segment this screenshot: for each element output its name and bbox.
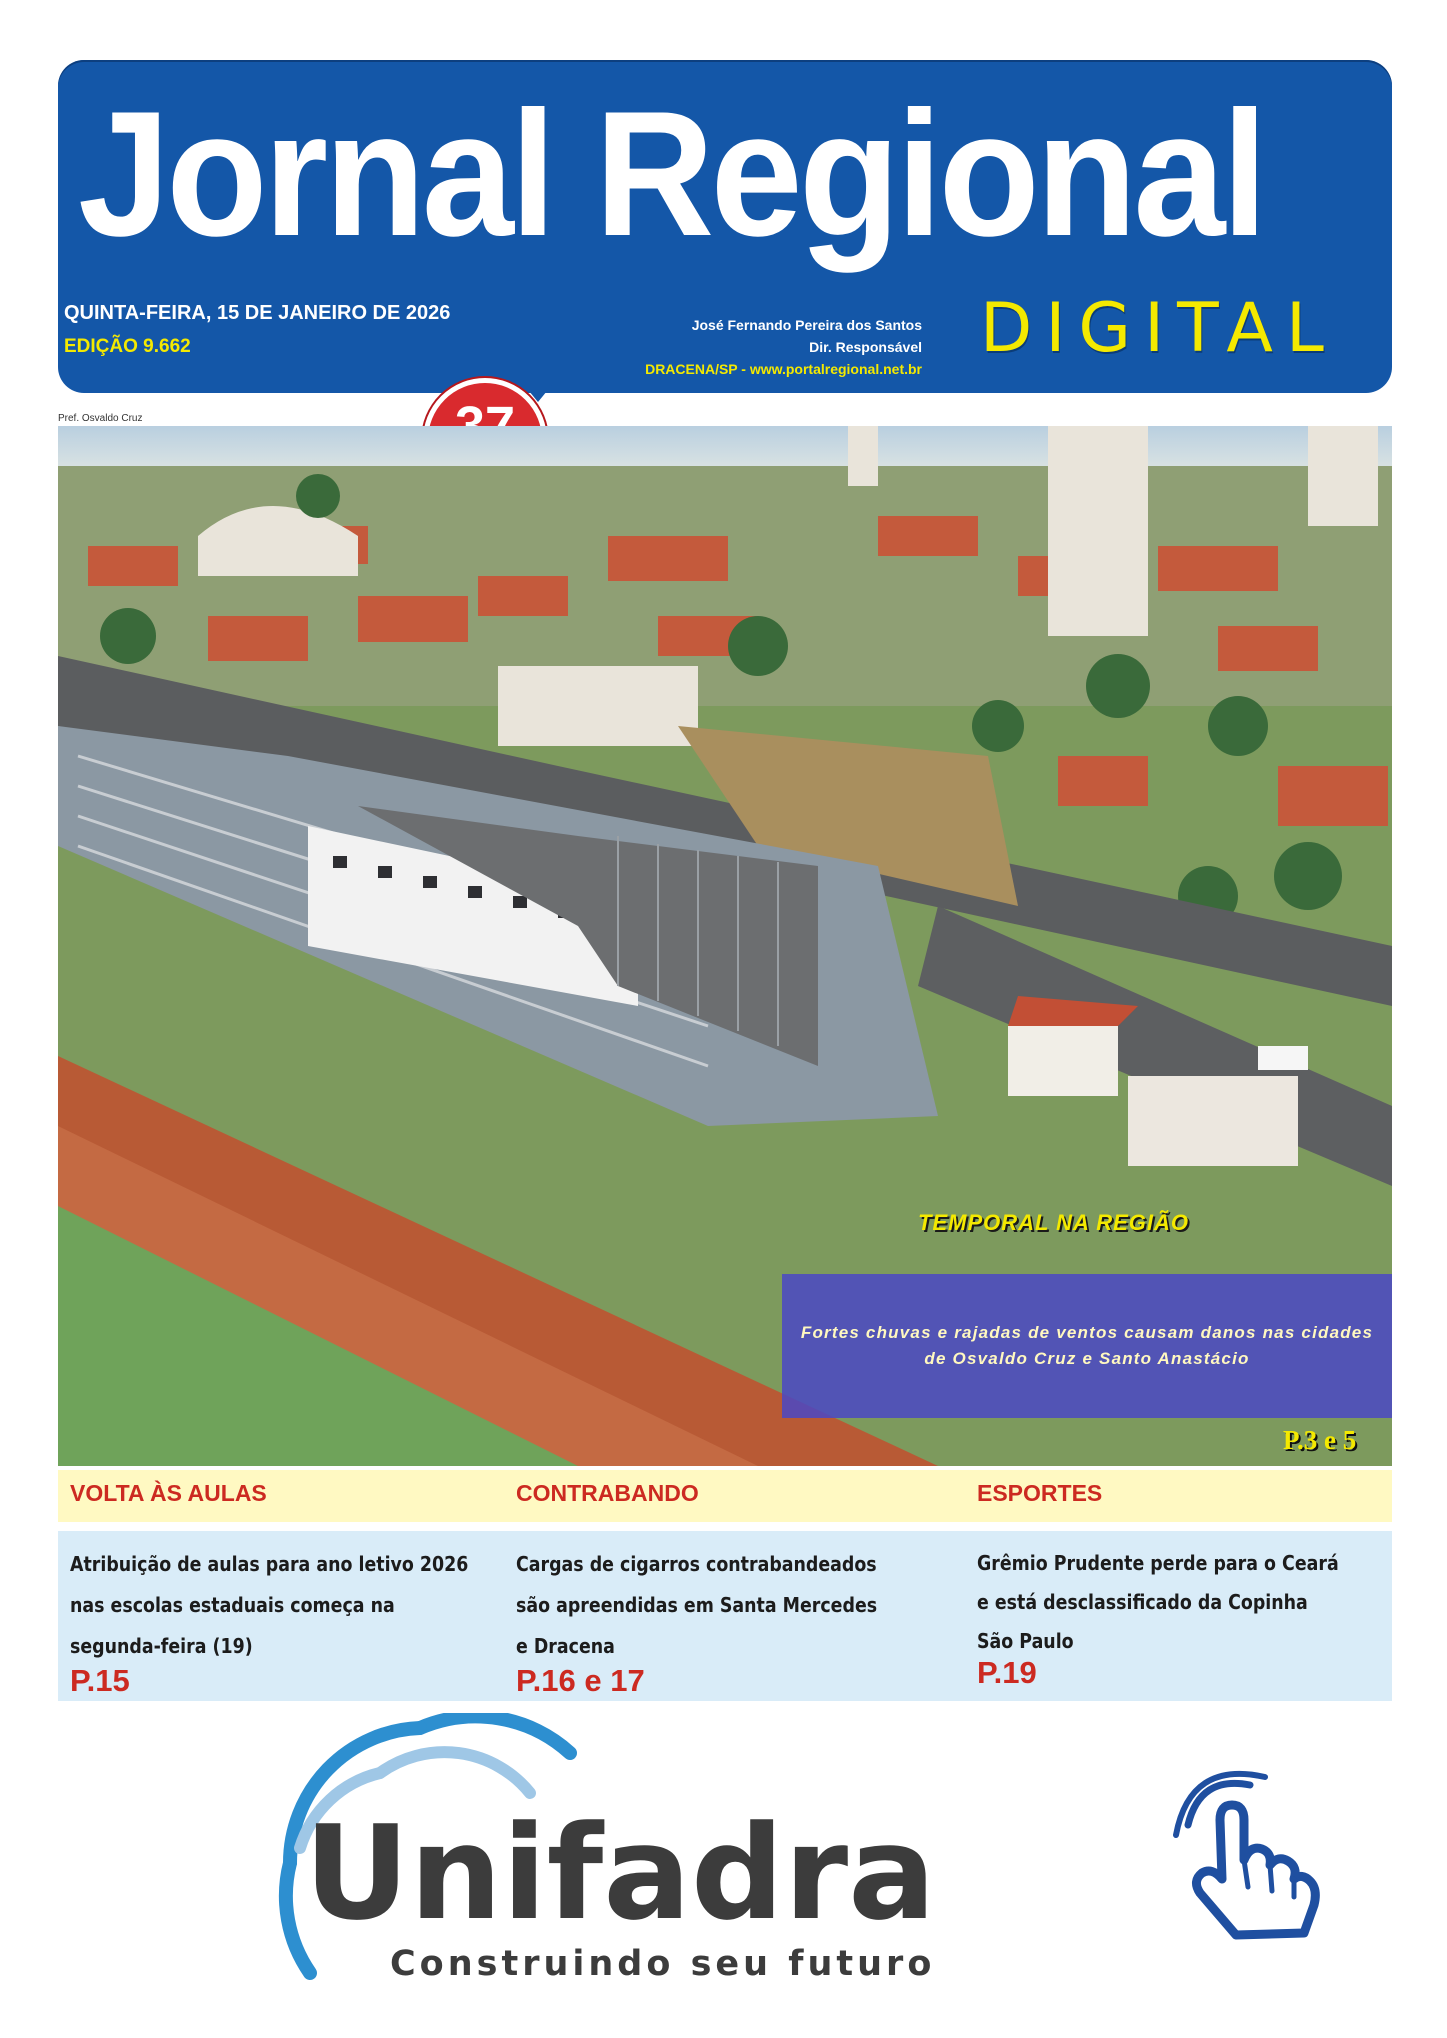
section-heading-contrabando[interactable]: CONTRABANDO — [516, 1480, 699, 1506]
story-blurb[interactable]: Fortes chuvas e rajadas de ventos causam danos nas cidades de Osvaldo Cruz e Santo Anastácio — [782, 1274, 1392, 1418]
section-summary-contrabando[interactable] — [516, 1544, 877, 1667]
story-kicker: TEMPORAL NA REGIÃO — [918, 1210, 1190, 1235]
section-page-esportes[interactable]: P.19 — [977, 1655, 1037, 1690]
section-page-contrabando[interactable]: P.16 e 17 — [516, 1663, 645, 1698]
summary-line: são apreendidas em Santa Mercedes — [516, 1593, 878, 1617]
section-heading-volta-as-aulas[interactable]: VOLTA ÀS AULAS — [70, 1480, 267, 1506]
logo-arc-inner — [380, 1752, 530, 1793]
section-heading-esportes[interactable]: ESPORTES — [977, 1480, 1103, 1506]
summary-line: segunda-feira (19) — [70, 1634, 253, 1658]
summary-line: Cargas de cigarros contrabandeados — [516, 1552, 877, 1576]
summary-line: nas escolas estaduais começa na — [70, 1593, 395, 1617]
logo-tagline: Construindo seu futuro — [390, 1944, 936, 1984]
city-and-website[interactable]: DRACENA/SP - www.portalregional.net.br — [645, 361, 922, 377]
editor-name: José Fernando Pereira dos Santos — [691, 317, 922, 333]
issue-date: QUINTA-FEIRA, 15 DE JANEIRO DE 2026 — [64, 302, 451, 324]
section-summary-esportes[interactable] — [977, 1544, 1339, 1661]
section-page-volta-as-aulas[interactable]: P.15 — [70, 1663, 130, 1698]
newspaper-title: Jornal Regional — [78, 74, 1264, 273]
masthead — [58, 60, 1392, 393]
pointing-hand-icon[interactable] — [1160, 1765, 1340, 1945]
summary-line: Grêmio Prudente perde para o Ceará — [977, 1551, 1339, 1575]
digital-label: DIGITAL — [980, 289, 1337, 368]
summary-line: e Dracena — [516, 1634, 615, 1658]
logo-wordmark: Unifadra — [304, 1797, 936, 1949]
photo-credit: Pref. Osvaldo Cruz — [58, 413, 143, 424]
summary-line: e está desclassificado da Copinha — [977, 1590, 1308, 1614]
unifadra-logo[interactable] — [270, 1713, 1020, 2013]
editor-role: Dir. Responsável — [809, 339, 922, 355]
section-summary-volta-as-aulas[interactable] — [70, 1544, 468, 1667]
summary-line: Atribuição de aulas para ano letivo 2026 — [70, 1552, 469, 1576]
editor-block — [645, 314, 922, 380]
summary-line: São Paulo — [977, 1629, 1074, 1653]
edition-number: EDIÇÃO 9.662 — [64, 336, 191, 357]
story-pages: P.3 e 5 — [1283, 1425, 1357, 1455]
